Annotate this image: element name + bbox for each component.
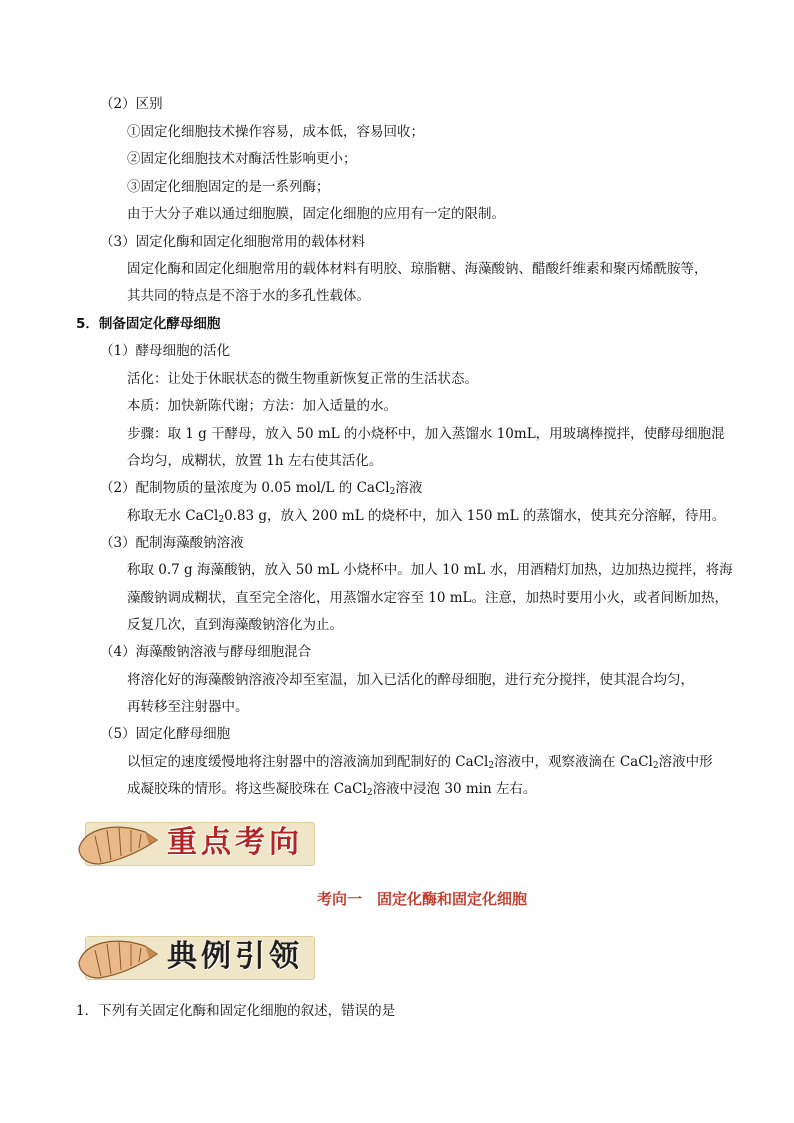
paragraph-activation: 活化：让处于休眠状态的微生物重新恢复正常的生活状态。	[127, 371, 478, 387]
point-3: ③固定化细胞固定的是一系列酶；	[127, 179, 330, 195]
banner-example	[75, 930, 315, 986]
banner-title: 重点考向	[167, 825, 303, 860]
conch-shell-icon	[75, 932, 161, 984]
banner-title: 典例引领	[167, 939, 303, 974]
heading-cacl2-solution: （2）配制物质的量浓度为 0.05 mol/L 的 CaCl$_2$溶液	[100, 480, 423, 497]
paragraph-alginate-2: 藻酸钠调成糊状，直至完全溶化，用蒸馏水定容至 10 mL。注意，加热时要用小火，或者间断加热，	[127, 590, 729, 606]
heading-immobilize: （5）固定化酵母细胞	[100, 726, 231, 742]
paragraph-mixing-1: 将溶化好的海藻酸钠溶液冷却至室温，加入已活化的醉母细胞，进行充分搅拌，使其混合均匀，	[127, 672, 694, 688]
point-1: ①固定化细胞技术操作容易，成本低，容易回收；	[127, 124, 424, 140]
heading-activation: （1）酵母细胞的活化	[100, 343, 231, 359]
paragraph-immobilize-2: 成凝胶珠的情形。将这些凝胶珠在 CaCl$_2$溶液中浸泡 30 min 左右。	[127, 781, 537, 798]
paragraph-limitation: 由于大分子难以通过细胞膜，固定化细胞的应用有一定的限制。	[127, 206, 505, 222]
paragraph-alginate-1: 称取 0.7 g 海藻酸钠，放入 50 mL 小烧杯中。加人 10 mL 水，用酒精灯加热，边加热边搅拌，将海	[127, 562, 733, 578]
paragraph-steps-1: 步骤：取 1 g 干酵母，放入 50 mL 的小烧杯中，加入蒸馏水 10mL，用玻璃棒搅拌，使酵母细胞混	[127, 426, 725, 442]
question-1: 1．下列有关固定化酶和固定化细胞的叙述，错误的是	[76, 1003, 396, 1019]
heading-section-5: 5．制备固定化酵母细胞	[76, 316, 221, 332]
section-title: 考向一 固定化酶和固定化细胞	[316, 890, 527, 908]
point-2: ②固定化细胞技术对酶活性影响更小；	[127, 151, 357, 167]
heading-carrier-materials: （3）固定化酶和固定化细胞常用的载体材料	[100, 234, 366, 250]
heading-distinction: （2）区别	[100, 96, 163, 112]
paragraph-steps-2: 合均匀，成糊状，放置 1h 左右使其活化。	[127, 453, 383, 469]
paragraph-cacl2: 称取无水 CaCl$_2$0.83 g，放入 200 mL 的烧杯中，加入 150 mL 的蒸馏水，使其充分溶解，待用。	[127, 508, 726, 525]
conch-shell-icon	[75, 818, 161, 870]
paragraph-carriers-2: 其共同的特点是不溶于水的多孔性载体。	[127, 288, 370, 304]
paragraph-immobilize-1: 以恒定的速度缓慢地将注射器中的溶液滴加到配制好的 CaCl$_2$溶液中，观察液滴在 CaCl$_2$溶液中形	[127, 754, 713, 771]
paragraph-carriers-1: 固定化酶和固定化细胞常用的载体材料有明胶、琼脂糖、海藻酸钠、醋酸纤维素和聚丙烯酰胺等，	[127, 261, 708, 277]
heading-alginate: （3）配制海藻酸钠溶液	[100, 535, 244, 551]
paragraph-essence: 本质：加快新陈代谢；方法：加入适量的水。	[127, 398, 397, 414]
paragraph-alginate-3: 反复几次，直到海藻酸钠溶化为止。	[127, 617, 343, 633]
banner-key-focus	[75, 816, 315, 872]
heading-mixing: （4）海藻酸钠溶液与酵母细胞混合	[100, 644, 312, 660]
paragraph-mixing-2: 再转移至注射器中。	[127, 699, 249, 715]
